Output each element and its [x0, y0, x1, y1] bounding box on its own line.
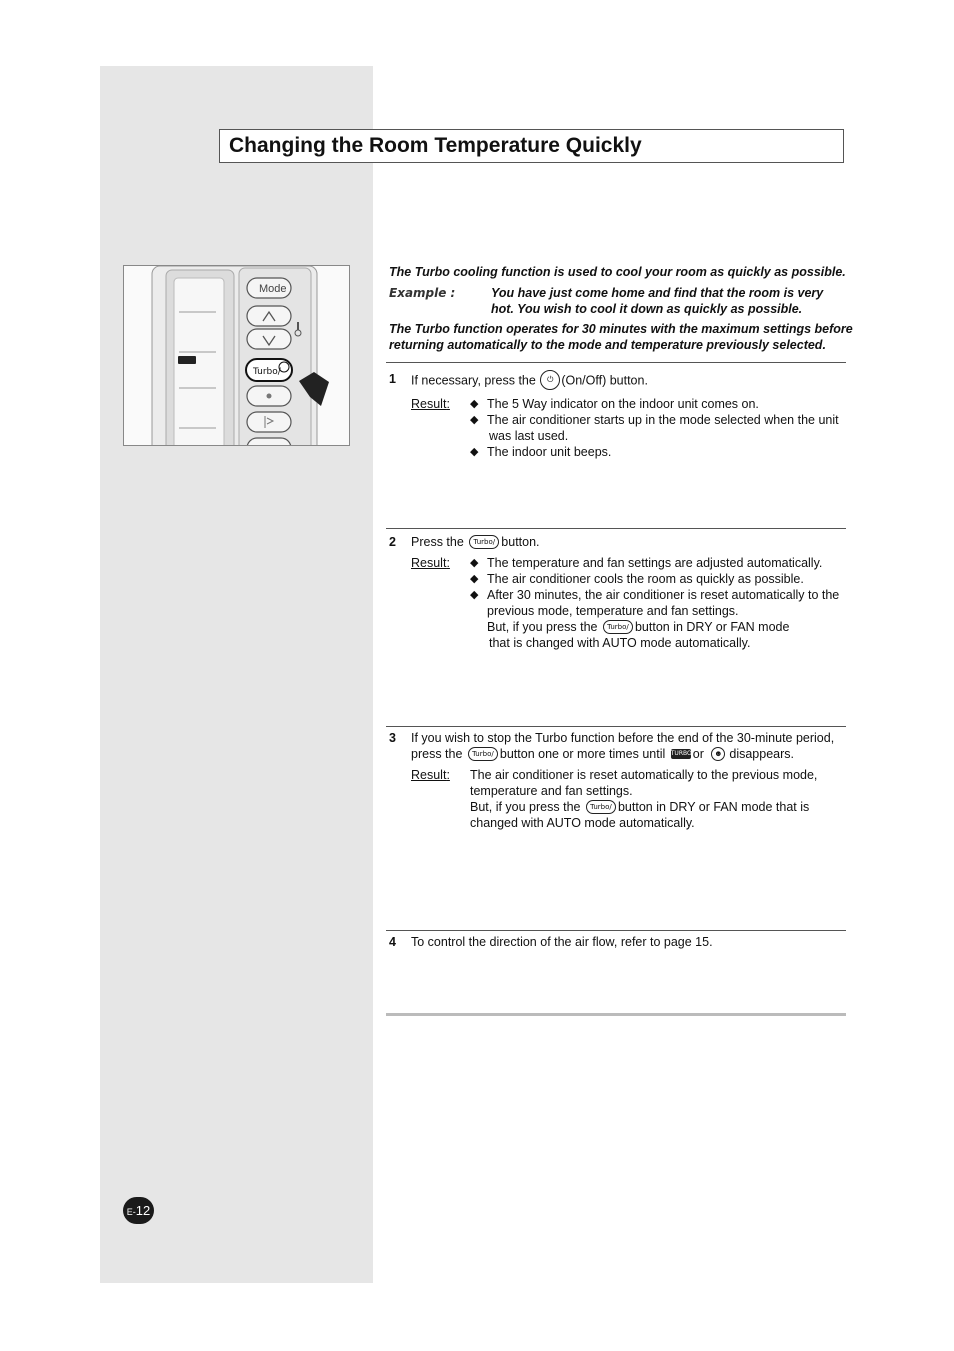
turbo-label: Turbo/	[253, 367, 281, 377]
turbo-button-icon: Turbo/	[586, 800, 616, 814]
intro-text	[389, 264, 859, 353]
step-1	[389, 371, 851, 460]
list-item: ◆ The air conditioner starts up in the mode selected when the unit	[470, 413, 839, 427]
divider	[386, 726, 846, 727]
step-number: 1	[389, 372, 396, 386]
diamond-bullet-icon: ◆	[470, 414, 479, 426]
step-1-instruction	[411, 371, 851, 391]
remote-control-illustration	[123, 265, 350, 446]
step-number: 2	[389, 535, 396, 549]
page-number-badge	[123, 1197, 154, 1224]
step-3	[389, 730, 851, 831]
step-2-text-pre: Press the	[411, 535, 464, 549]
divider	[386, 930, 846, 931]
step-2-result	[411, 555, 851, 651]
step-1-text-post: (On/Off) button.	[561, 373, 648, 388]
result-label: Result:	[411, 768, 450, 782]
on-off-button-icon: ⏻	[540, 370, 560, 390]
step-1-text-pre: If necessary, press the	[411, 373, 536, 388]
step-2-instruction	[411, 534, 851, 550]
step-3-instruction-line-1: If you wish to stop the Turbo function before the end of the 30-minute period,	[411, 731, 835, 745]
turbo-button-icon: Turbo/	[603, 620, 633, 634]
result-text: temperature and fan settings.	[470, 784, 633, 798]
page-number: 12	[135, 1203, 151, 1218]
page-prefix: E-	[126, 1207, 136, 1217]
result-text: changed with AUTO mode automatically.	[470, 816, 695, 830]
step-number: 3	[389, 731, 396, 745]
step-4-text: To control the direction of the air flow, refer to page 15.	[411, 935, 713, 949]
intro-line-1: The Turbo cooling function is used to cool your room as quickly as possible.	[389, 265, 846, 279]
intro-line-2: The Turbo function operates for 30 minutes with the maximum settings before returning automatically to the mode and temperature previously selected.	[389, 322, 853, 352]
step-number: 4	[389, 935, 396, 949]
diamond-bullet-icon: ◆	[470, 573, 479, 585]
list-item: ◆ The temperature and fan settings are adjusted automatically.	[470, 556, 823, 570]
page-title: Changing the Room Temperature Quickly	[229, 134, 642, 157]
title-box	[219, 129, 844, 163]
turbo-indicator-icon: TURBO	[670, 749, 692, 757]
list-item-continued: was last used.	[489, 429, 569, 443]
remote-control-drawing	[124, 266, 350, 446]
list-item-continued: that is changed with AUTO mode automatically.	[489, 636, 751, 650]
mode-label: Mode	[259, 283, 287, 295]
step-2-text-post: button.	[501, 535, 540, 549]
list-item: ◆ The indoor unit beeps.	[470, 445, 612, 459]
divider	[386, 362, 846, 363]
diamond-bullet-icon: ◆	[470, 446, 479, 458]
bottom-divider	[386, 1013, 846, 1016]
sidebar-panel	[100, 66, 373, 1283]
example-label: Example :	[389, 286, 456, 300]
diamond-bullet-icon: ◆	[470, 557, 479, 569]
diamond-bullet-icon: ◆	[470, 589, 479, 601]
example-row	[389, 285, 859, 317]
list-item: ◆ The air conditioner cools the room as quickly as possible.	[470, 572, 804, 586]
diamond-bullet-icon: ◆	[470, 398, 479, 410]
example-text: You have just come home and find that the room is very hot. You wish to cool it down as quickly as possible.	[491, 286, 824, 316]
result-label: Result:	[411, 397, 450, 411]
turbo-button-icon: Turbo/	[468, 747, 498, 761]
step-1-result	[411, 396, 851, 460]
divider	[386, 528, 846, 529]
step-3-instruction-line-2: press the Turbo/ button one or more times until TURBOor ☻ disappears.	[411, 747, 794, 761]
step-3-result	[411, 767, 851, 831]
result-text: But, if you press the Turbo/ button in DRY or FAN mode that is	[470, 800, 810, 814]
step-4	[389, 934, 851, 950]
turbo-button-icon: Turbo/	[469, 535, 499, 549]
step-2	[389, 534, 851, 651]
result-text: The air conditioner is reset automatically to the previous mode,	[470, 768, 818, 782]
turbo-face-icon: ☻	[711, 747, 725, 761]
list-item: ◆ After 30 minutes, the air conditioner is reset automatically to the	[470, 588, 840, 602]
list-item-continued: But, if you press the Turbo/ button in DRY or FAN mode	[487, 620, 790, 634]
list-item-continued: previous mode, temperature and fan settings.	[487, 604, 739, 618]
list-item: ◆ The 5 Way indicator on the indoor unit comes on.	[470, 397, 759, 411]
result-label: Result:	[411, 556, 450, 570]
